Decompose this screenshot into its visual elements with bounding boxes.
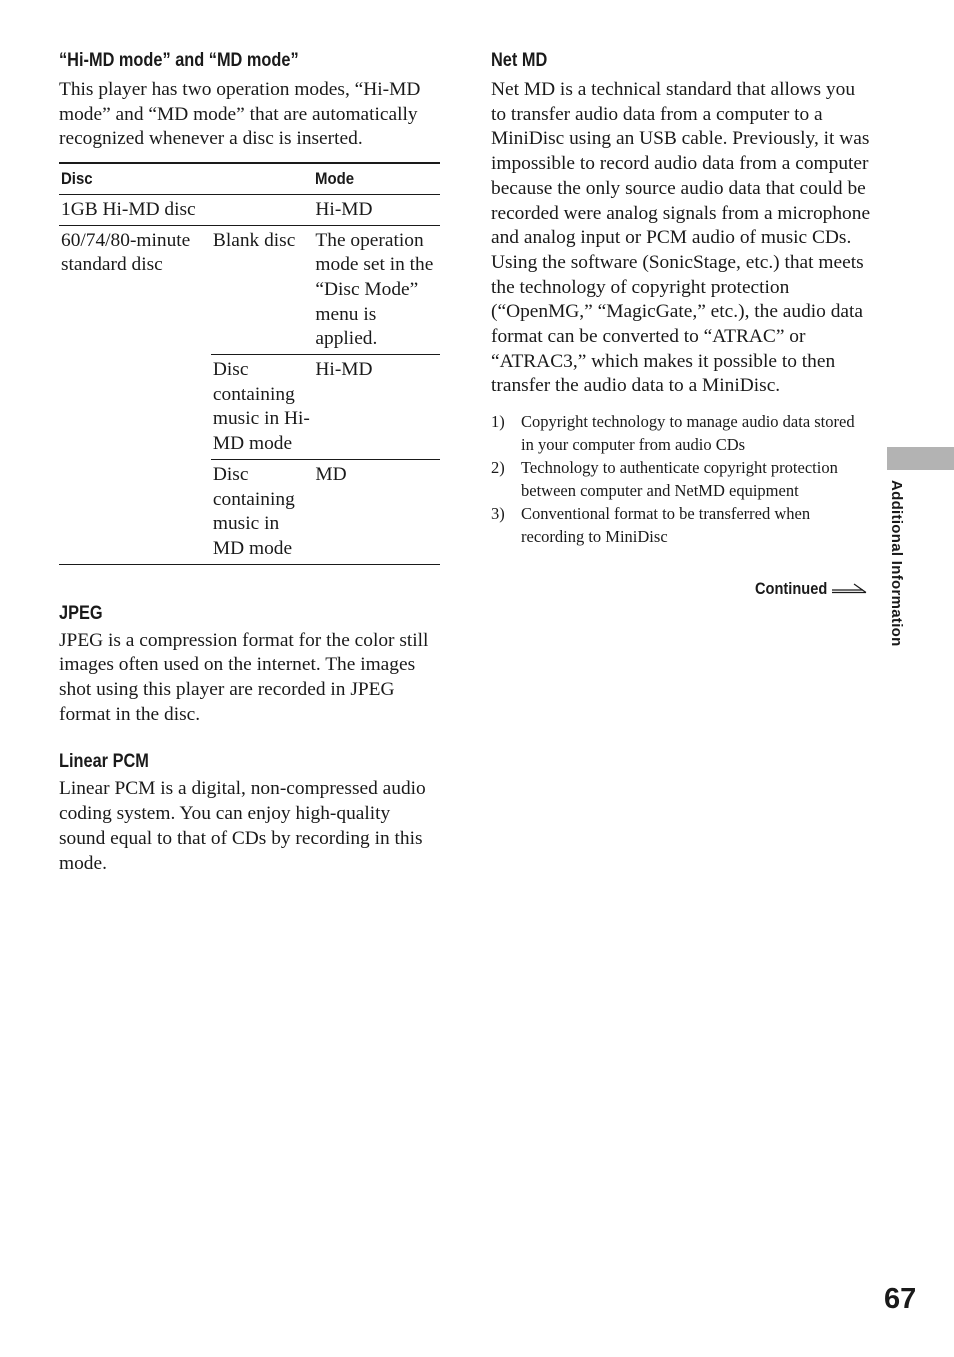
footnote-text: Technology to authenticate copyright protection between computer and NetMD equipment xyxy=(521,458,838,500)
table-cell-disc-type: Disc containing music in MD mode xyxy=(211,459,314,564)
table-cell-disc: 60/74/80-minute standard disc xyxy=(59,225,211,564)
table-header-mode: Mode xyxy=(313,163,440,194)
footnotes-list xyxy=(491,411,871,548)
table-cell-mode: MD xyxy=(313,459,440,564)
footnote-text: Conventional format to be transferred when recording to MiniDisc xyxy=(521,504,811,546)
table-row xyxy=(59,194,440,225)
list-item xyxy=(491,457,871,502)
table-row xyxy=(59,225,440,355)
table-header-disc: Disc xyxy=(59,163,313,194)
disc-mode-table xyxy=(59,162,440,565)
jpeg-body: JPEG is a compression format for the color still images often used on the internet. The images shot using this player are recorded in JPEG format in the disc. xyxy=(59,629,429,725)
table-cell-disc-type: Disc containing music in Hi-MD mode xyxy=(211,355,314,460)
table-cell-mode: Hi-MD xyxy=(313,355,440,460)
right-column xyxy=(491,48,871,549)
continued-indicator xyxy=(755,579,867,599)
footnote-text: Copyright technology to manage audio data stored in your computer from audio CDs xyxy=(521,412,855,454)
jpeg-heading: JPEG xyxy=(59,602,103,624)
himd-heading: “Hi-MD mode” and “MD mode” xyxy=(59,50,299,71)
footnote-number: 1) xyxy=(491,412,505,432)
net-md-body: Net MD is a technical standard that allows you to transfer audio data from a computer to a MiniDisc using an USB cable. Previously, it was impossible to record audio data from a computer because the only source audio data that could be recorded were analog signals from a microphone and analog input or PCM audio of music CDs. Using the software (SonicStage, etc.) that meets the technology of copyright protection (“OpenMG,” “MagicGate,” etc.), the audio data format can be converted to “ATRAC” or “ATRAC3,” which makes it possible to then transfer the audio data to a MiniDisc. xyxy=(491,79,871,397)
table-cell-mode: Hi-MD xyxy=(313,194,440,225)
table-cell-disc-type: Blank disc xyxy=(212,229,296,251)
left-column xyxy=(59,48,440,876)
page-number: 67 xyxy=(884,1283,917,1315)
linear-pcm-body: Linear PCM is a digital, non-compressed audio coding system. You can enjoy high-quality sound equal to that of CDs by recording in this mode. xyxy=(59,778,426,874)
linear-pcm-heading: Linear PCM xyxy=(59,751,149,773)
section-side-label: Additional Information xyxy=(888,480,905,647)
continued-arrow-icon xyxy=(831,579,867,599)
himd-body: This player has two operation modes, “Hi-MD mode” and “MD mode” that are automatically recognized whenever a disc is inserted. xyxy=(59,79,421,150)
footnote-number: 3) xyxy=(491,504,505,524)
list-item xyxy=(491,503,871,548)
net-md-heading: Net MD xyxy=(491,50,548,71)
footnote-number: 2) xyxy=(491,458,505,478)
section-tab-marker xyxy=(887,447,954,470)
continued-label: Continued xyxy=(755,579,828,598)
table-cell-disc: 1GB Hi-MD disc xyxy=(59,194,313,225)
table-cell-mode: The operation mode set in the “Disc Mode” menu is applied. xyxy=(315,229,434,350)
list-item xyxy=(491,411,871,456)
table-header-row xyxy=(59,163,440,194)
